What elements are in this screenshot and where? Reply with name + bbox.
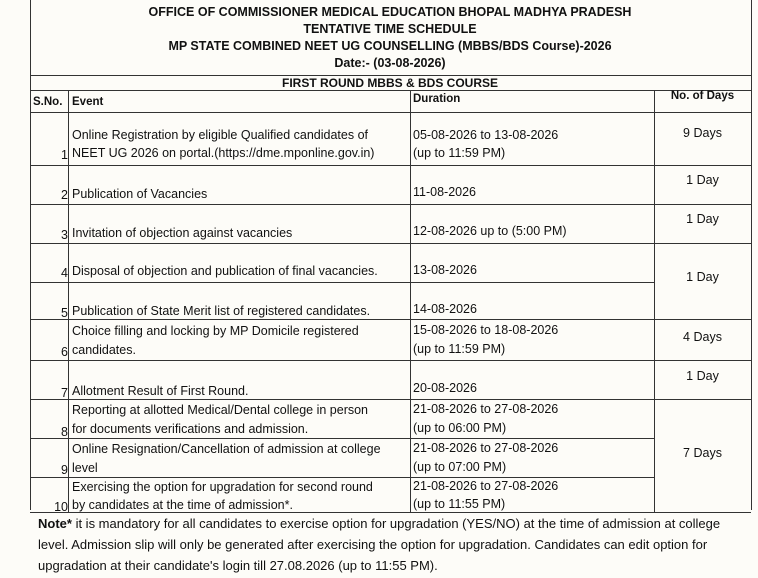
row-days: 1 Day bbox=[686, 369, 719, 383]
row-event: candidates. bbox=[72, 343, 136, 357]
row-duration: 21-08-2026 to 27-08-2026 bbox=[413, 479, 559, 493]
row-sno: 5 bbox=[61, 306, 68, 320]
row-sno: 6 bbox=[61, 345, 68, 359]
row-days: 1 Day bbox=[686, 270, 719, 284]
divider bbox=[30, 282, 655, 283]
footnote bbox=[38, 513, 750, 576]
row-event: Online Resignation/Cancellation of admission at college bbox=[72, 442, 381, 456]
header-date: Date:- (03-08-2026) bbox=[334, 56, 446, 70]
header-counselling: MP STATE COMBINED NEET UG COUNSELLING (MBBS/BDS Course)-2026 bbox=[168, 39, 612, 53]
row-duration: 05-08-2026 to 13-08-2026 bbox=[413, 128, 559, 142]
row-days: 1 Day bbox=[686, 212, 719, 226]
divider bbox=[30, 112, 751, 113]
divider bbox=[30, 90, 751, 91]
note-label: Note* bbox=[38, 516, 72, 531]
column-header-duration: Duration bbox=[413, 93, 461, 105]
document-header bbox=[30, 0, 750, 72]
header-schedule: TENTATIVE TIME SCHEDULE bbox=[303, 22, 477, 36]
divider bbox=[30, 204, 751, 205]
row-duration: 12-08-2026 up to (5:00 PM) bbox=[413, 224, 567, 238]
row-duration: (up to 06:00 PM) bbox=[413, 421, 507, 435]
row-sno: 1 bbox=[61, 148, 68, 162]
row-event: Disposal of objection and publication of final vacancies. bbox=[72, 264, 378, 278]
row-sno: 2 bbox=[61, 188, 68, 202]
column-header-event: Event bbox=[72, 96, 104, 108]
row-event: Choice filling and locking by MP Domicile registered bbox=[72, 324, 359, 338]
row-sno: 3 bbox=[61, 228, 68, 242]
row-duration: 11-08-2026 bbox=[413, 185, 477, 199]
row-event: Publication of Vacancies bbox=[72, 187, 208, 201]
row-event: NEET UG 2026 on portal.(https://dme.mponline.gov.in) bbox=[72, 146, 375, 160]
note-text: it is mandatory for all candidates to exercise option for upgradation (YES/NO) at the time of admission at college level. Admission slip will only be generated after exercising the option for upgradation. Candidates can edit option for upgradation at their candidate's login till 27.08.2026 (up to 11:55 PM). bbox=[38, 516, 721, 573]
row-days: 1 Day bbox=[686, 173, 719, 187]
column-header-sno: S.No. bbox=[33, 96, 63, 108]
row-days: 9 Days bbox=[683, 126, 722, 140]
row-duration: 13-08-2026 bbox=[413, 263, 477, 277]
row-sno: 4 bbox=[61, 266, 68, 280]
divider bbox=[68, 90, 69, 512]
row-duration: 21-08-2026 to 27-08-2026 bbox=[413, 441, 559, 455]
row-event: Exercising the option for upgradation for second round bbox=[72, 480, 373, 494]
divider bbox=[30, 360, 751, 361]
row-event: Reporting at allotted Medical/Dental college in person bbox=[72, 403, 369, 417]
row-sno: 8 bbox=[61, 425, 68, 439]
row-event: level bbox=[72, 461, 98, 475]
row-event: Allotment Result of First Round. bbox=[72, 384, 249, 398]
divider bbox=[30, 165, 751, 166]
divider bbox=[410, 90, 411, 512]
row-event: Invitation of objection against vacancies bbox=[72, 226, 293, 240]
row-duration: (up to 11:55 PM) bbox=[413, 497, 506, 511]
row-sno: 9 bbox=[61, 463, 68, 477]
row-days: 7 Days bbox=[683, 446, 722, 460]
row-sno: 7 bbox=[61, 386, 68, 400]
row-duration: (up to 07:00 PM) bbox=[413, 460, 507, 474]
round-title: FIRST ROUND MBBS & BDS COURSE bbox=[281, 76, 498, 90]
column-header-days: No. of Days bbox=[670, 90, 735, 102]
row-event: for documents verifications and admission. bbox=[72, 422, 309, 436]
header-office: OFFICE OF COMMISSIONER MEDICAL EDUCATION BHOPAL MADHYA PRADESH bbox=[148, 5, 632, 19]
row-event: by candidates at the time of admission*. bbox=[72, 498, 293, 512]
row-duration: 14-08-2026 bbox=[413, 302, 477, 316]
row-sno: 10 bbox=[54, 500, 68, 514]
row-event: Online Registration by eligible Qualified candidates of bbox=[72, 128, 369, 142]
divider bbox=[30, 243, 751, 244]
row-event: Publication of State Merit list of registered candidates. bbox=[72, 304, 371, 318]
row-days: 4 Days bbox=[683, 330, 722, 344]
row-duration: (up to 11:59 PM) bbox=[413, 146, 506, 160]
row-duration: (up to 11:59 PM) bbox=[413, 342, 506, 356]
row-duration: 21-08-2026 to 27-08-2026 bbox=[413, 402, 559, 416]
row-duration: 20-08-2026 bbox=[413, 381, 477, 395]
row-duration: 15-08-2026 to 18-08-2026 bbox=[413, 323, 559, 337]
